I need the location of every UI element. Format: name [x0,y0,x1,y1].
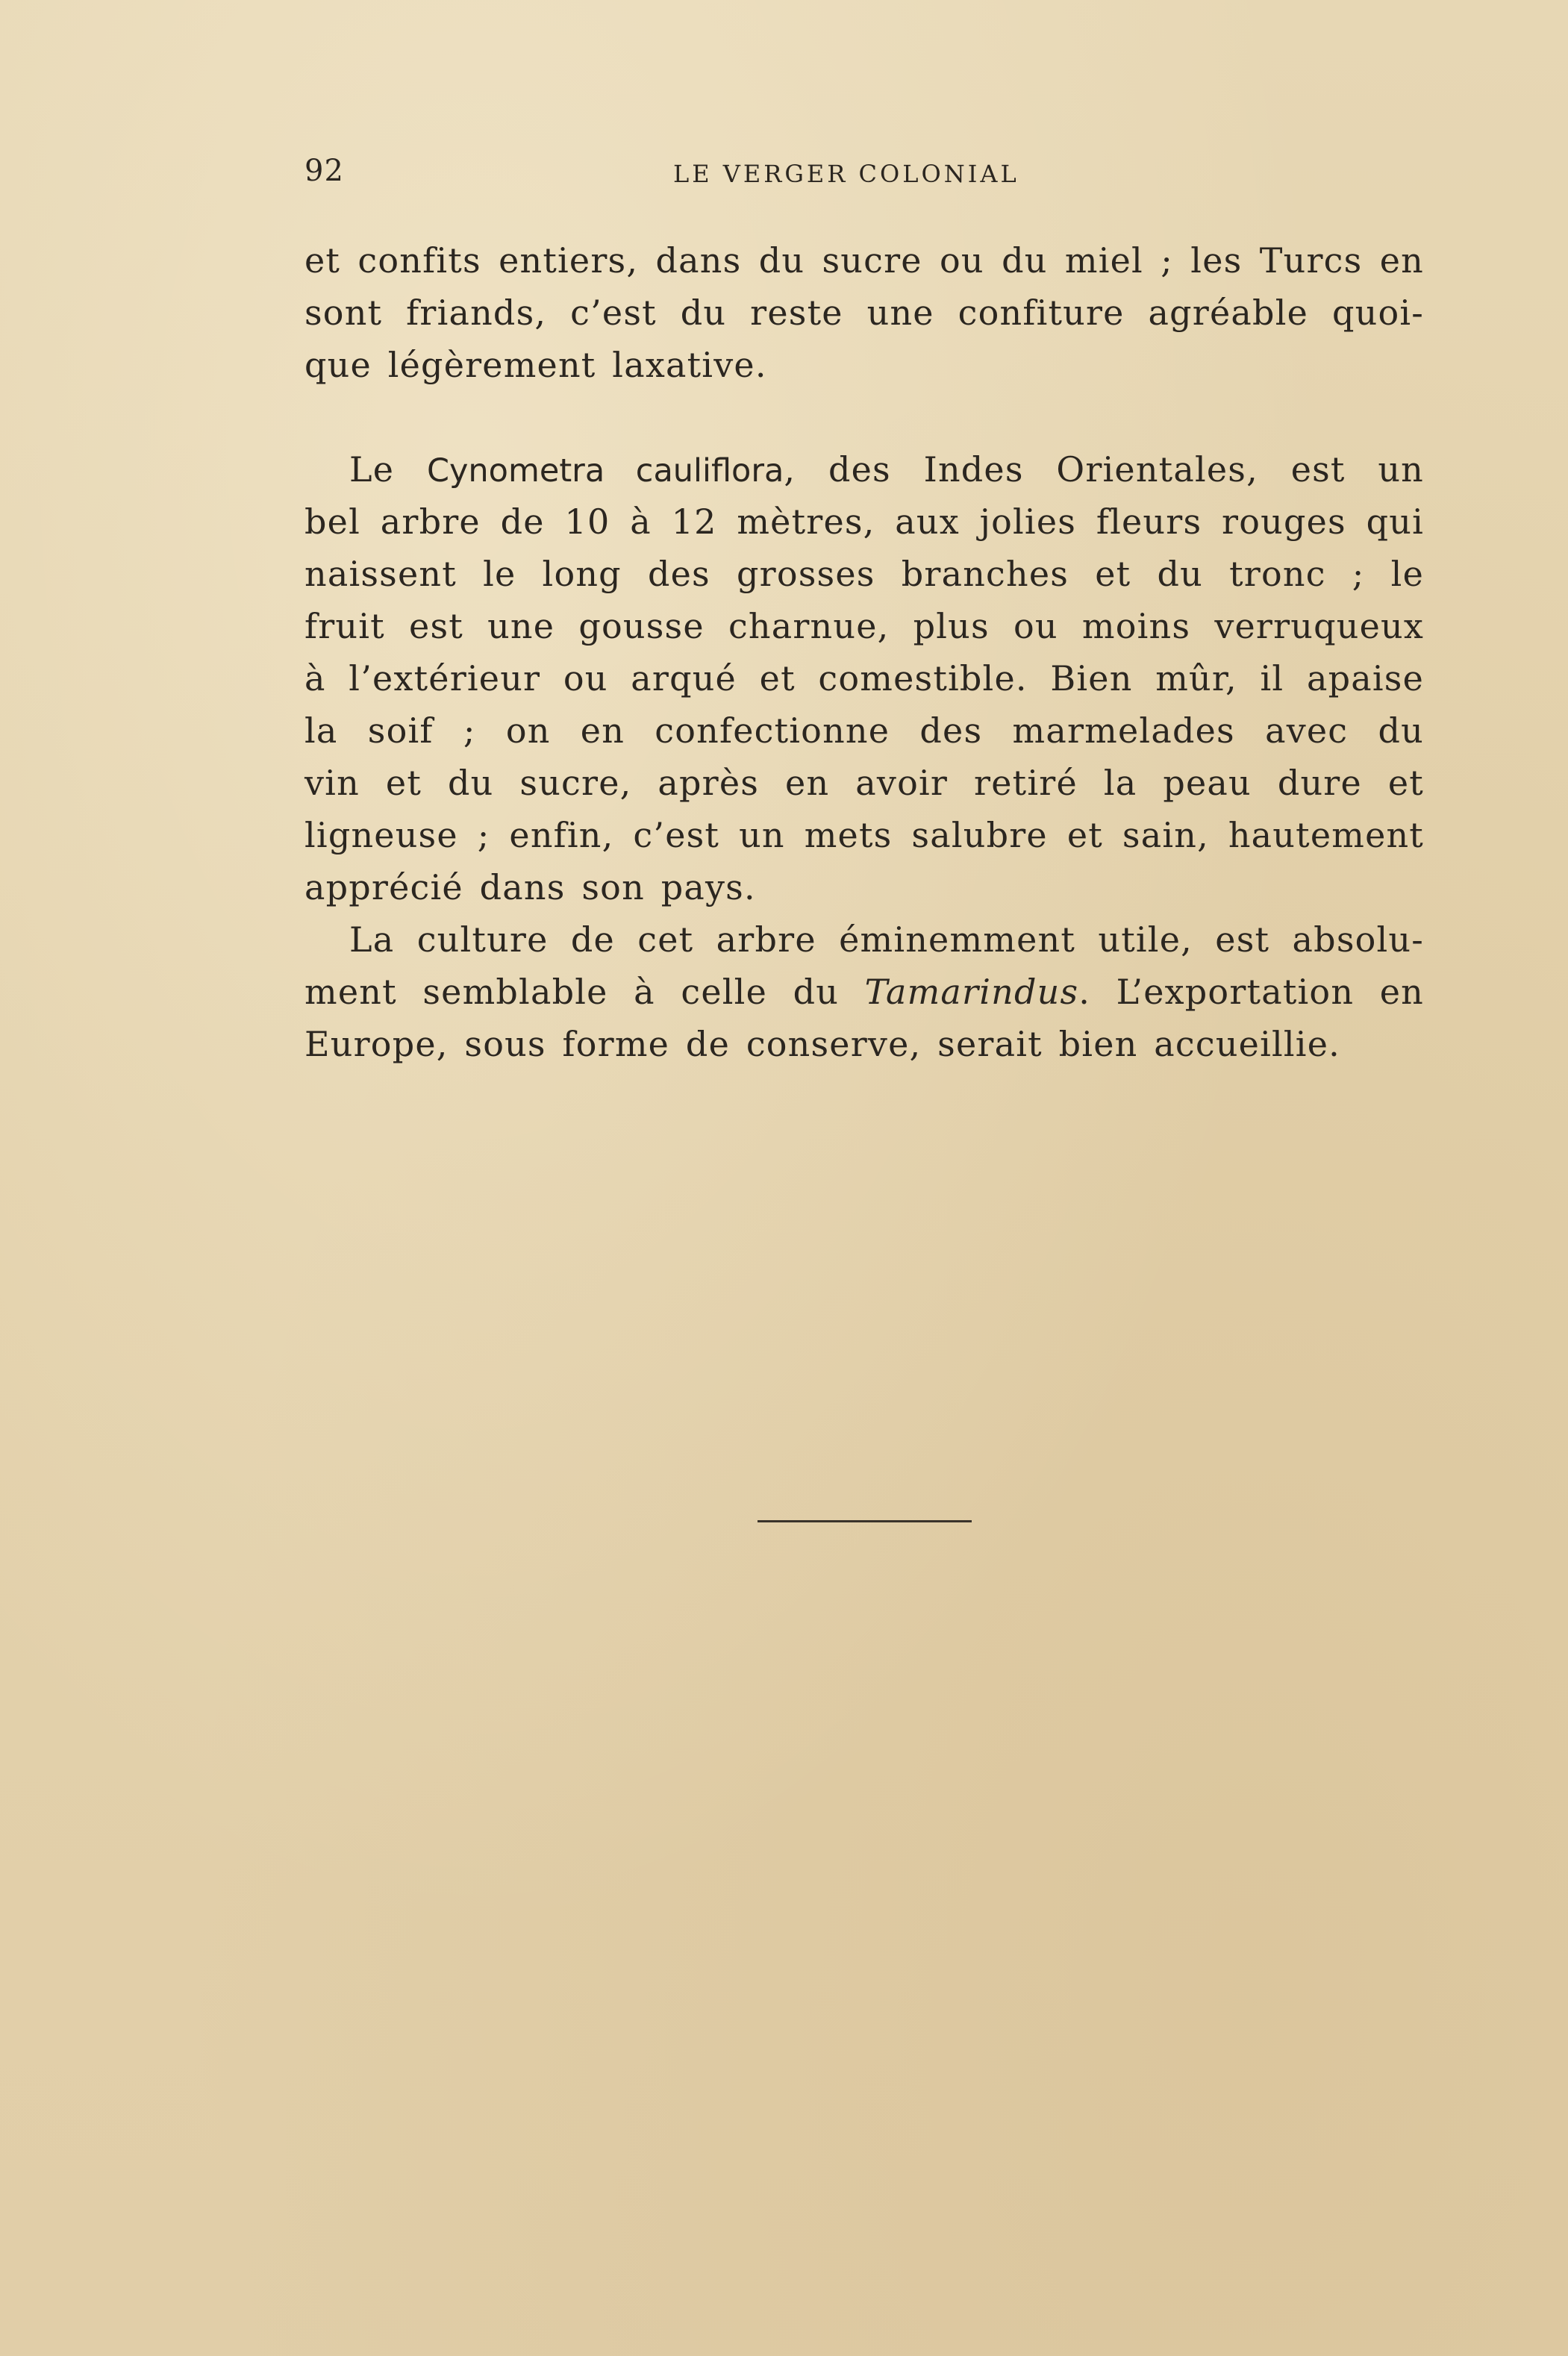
species-name: Cynometra cauliflora [426,452,784,490]
text-line: la soif ; on en confectionne des marmelades avec du [304,710,1424,751]
text-line: vin et du sucre, après en avoir retiré la peau dure et [304,763,1424,803]
paragraph-2 [304,443,1424,913]
paragraph-1 [304,234,1424,391]
text-line: à l’extérieur ou arqué et comestible. Bien mûr, il apaise [304,658,1424,699]
text-line: apprécié dans son pays. [304,867,756,907]
text-line: bel arbre de 10 à 12 mètres, aux jolies fleurs rouges qui [304,501,1424,542]
body-text [304,234,1424,1070]
page-number: 92 [304,154,344,188]
text-line: Europe, sous forme de conserve, serait bien accueillie. [304,1024,1340,1064]
text-fragment: , des Indes Orientales, est un [784,449,1425,490]
text-line: sont friands, c’est du reste une confiture agréable quoi- [304,293,1424,333]
paragraph-3 [304,913,1424,1070]
text-line: ligneuse ; enfin, c’est un mets salubre et sain, hautement [304,815,1424,855]
text-fragment: . L’exportation en [1078,972,1424,1012]
text-line: que légèrement laxative. [304,345,767,385]
italic-genus-name: Tamarindus [864,972,1079,1012]
section-end-rule [758,1520,972,1522]
text-line [304,443,1424,496]
text-line [304,966,1424,1018]
running-title: LE VERGER COLONIAL [673,160,1019,188]
text-fragment: ment semblable à celle du [304,972,865,1012]
text-line: fruit est une gousse charnue, plus ou moins verruqueux [304,606,1424,646]
text-line: et confits entiers, dans du sucre ou du miel ; les Turcs en [304,240,1424,281]
text-line: La culture de cet arbre éminemment utile, est absolu- [349,919,1424,960]
paragraph-gap [304,391,1424,443]
text-line: naissent le long des grosses branches et du tronc ; le [304,554,1424,594]
text-fragment: Le [349,449,427,490]
page-header [304,154,1051,199]
